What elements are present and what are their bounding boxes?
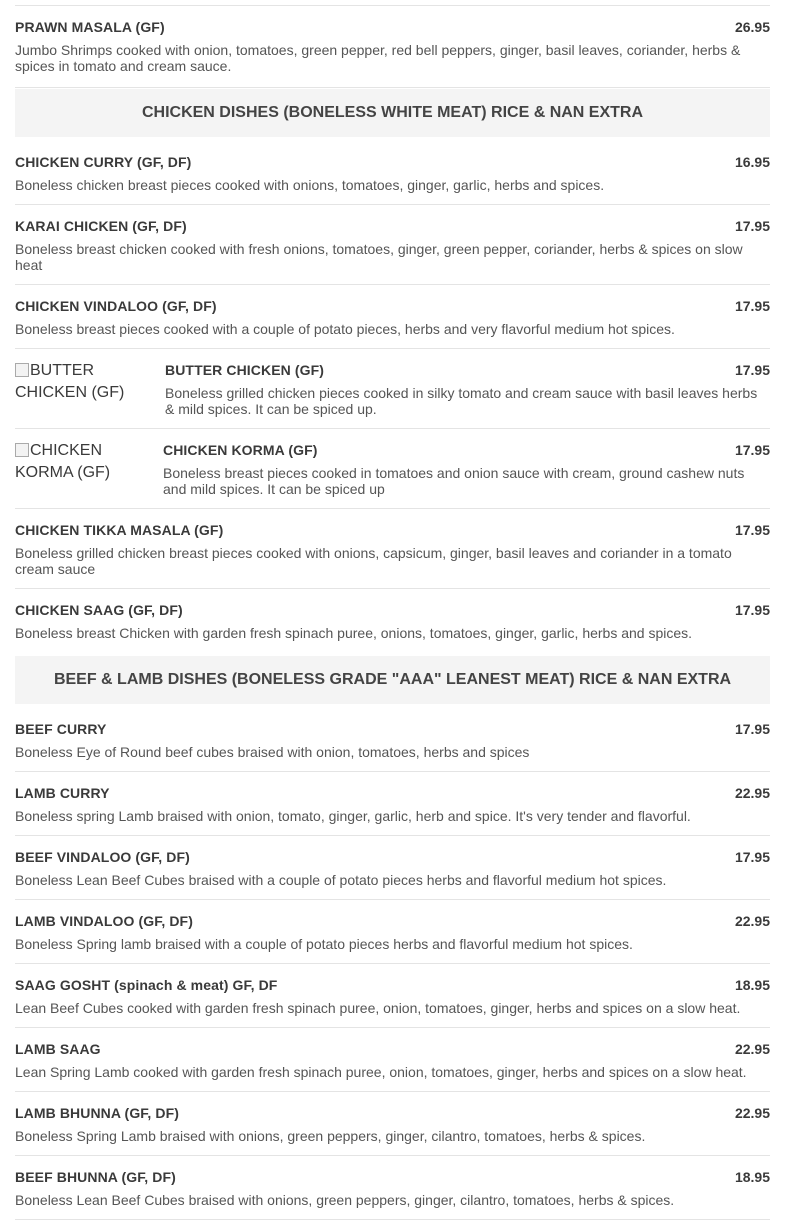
menu-item-name: CHICKEN CURRY (GF, DF) xyxy=(15,154,192,170)
menu-item-description: Boneless chicken breast pieces cooked with onions, tomatoes, ginger, garlic, herbs and spices. xyxy=(15,177,605,193)
menu-item-price: 17.95 xyxy=(734,298,770,314)
menu-item[interactable] xyxy=(15,772,770,836)
menu-item-price: 22.95 xyxy=(734,785,770,801)
menu-item-description: Boneless grilled chicken breast pieces cooked with onions, capsicum, ginger, basil leaves and coriander in a tomato cream sauce xyxy=(15,545,732,577)
menu-item[interactable] xyxy=(15,1156,770,1220)
menu-item[interactable] xyxy=(15,509,770,589)
menu-item-description: Boneless breast Chicken with garden fresh spinach puree, onions, tomatoes, ginger, garlic, herbs and spices. xyxy=(15,625,693,641)
menu-item-description: Boneless spring Lamb braised with onion, tomato, ginger, garlic, herb and spice. It's very tender and flavorful. xyxy=(15,808,691,824)
menu-item[interactable] xyxy=(15,349,770,429)
menu-item-name: BEEF BHUNNA (GF, DF) xyxy=(15,1169,176,1185)
menu-item-description: Lean Beef Cubes cooked with garden fresh spinach puree, onion, tomatoes, ginger, herbs and spices on a slow heat. xyxy=(15,1000,741,1016)
broken-image-icon xyxy=(15,443,29,457)
menu-item-price: 17.95 xyxy=(734,721,770,737)
menu-item[interactable] xyxy=(15,589,770,652)
menu-item[interactable] xyxy=(15,6,770,88)
menu-item[interactable] xyxy=(15,964,770,1028)
broken-image-icon xyxy=(15,363,29,377)
menu-item-description: Boneless breast chicken cooked with fresh onions, tomatoes, ginger, green pepper, coriander, herbs & spices on slow heat xyxy=(15,241,743,273)
menu-item-description: Boneless Eye of Round beef cubes braised with onion, tomatoes, herbs and spices xyxy=(15,744,530,760)
menu-item-name: CHICKEN SAAG (GF, DF) xyxy=(15,602,183,618)
section-header-beef-lamb: BEEF & LAMB DISHES (BONELESS GRADE "AAA" LEANEST MEAT) RICE & NAN EXTRA xyxy=(15,656,770,704)
menu-item-description: Boneless Lean Beef Cubes braised with onions, green peppers, ginger, cilantro, tomatoes, herbs & spices. xyxy=(15,1192,675,1208)
menu-item-name: CHICKEN VINDALOO (GF, DF) xyxy=(15,298,217,314)
dish-image-alt: BUTTER CHICKEN (GF) xyxy=(15,362,125,401)
menu-item-name: PRAWN MASALA (GF) xyxy=(15,19,165,35)
menu-item[interactable] xyxy=(15,1028,770,1092)
menu-item[interactable] xyxy=(15,137,770,205)
menu-item-name: LAMB BHUNNA (GF, DF) xyxy=(15,1105,180,1121)
menu-item-name: LAMB SAAG xyxy=(15,1041,101,1057)
section-header-chicken: CHICKEN DISHES (BONELESS WHITE MEAT) RICE & NAN EXTRA xyxy=(15,89,770,137)
menu-item-price: 26.95 xyxy=(734,19,770,35)
menu-item[interactable] xyxy=(15,205,770,285)
menu-item-name: SAAG GOSHT (spinach & meat) GF, DF xyxy=(15,977,278,993)
menu-item-price: 22.95 xyxy=(734,1105,770,1121)
menu-item[interactable] xyxy=(15,704,770,772)
menu-item-name: KARAI CHICKEN (GF, DF) xyxy=(15,218,187,234)
menu-item-name: BEEF CURRY xyxy=(15,721,107,737)
menu-item[interactable] xyxy=(15,285,770,349)
menu-item[interactable] xyxy=(15,836,770,900)
menu-item-description: Boneless grilled chicken pieces cooked in silky tomato and cream sauce with basil leaves herbs & mild spices. It can be spiced up. xyxy=(165,385,758,417)
menu-item-description: Boneless Lean Beef Cubes braised with a couple of potato pieces herbs and flavorful medium hot spices. xyxy=(15,872,667,888)
menu-item[interactable] xyxy=(15,900,770,964)
menu-item-price: 17.95 xyxy=(734,522,770,538)
menu-item-price: 17.95 xyxy=(734,602,770,618)
menu-item-description: Boneless breast pieces cooked with a couple of potato pieces, herbs and very flavorful medium hot spices. xyxy=(15,321,675,337)
menu-item-price: 17.95 xyxy=(734,849,770,865)
menu-item-price: 17.95 xyxy=(734,442,770,458)
menu-item-price: 18.95 xyxy=(734,977,770,993)
menu-item-description: Boneless breast pieces cooked in tomatoes and onion sauce with cream, ground cashew nuts and mild spices. It can be spiced up xyxy=(163,465,745,497)
menu-item-description: Boneless Spring Lamb braised with onions, green peppers, ginger, cilantro, tomatoes, herbs & spices. xyxy=(15,1128,646,1144)
menu-item-price: 17.95 xyxy=(734,218,770,234)
menu-item-description: Boneless Spring lamb braised with a couple of potato pieces herbs and flavorful medium hot spices. xyxy=(15,936,633,952)
menu-item-price: 22.95 xyxy=(734,913,770,929)
menu-item-price: 18.95 xyxy=(734,1169,770,1185)
dish-image[interactable] xyxy=(15,360,165,428)
menu-item-description: Jumbo Shrimps cooked with onion, tomatoes, green pepper, red bell peppers, ginger, basil leaves, coriander, herbs & spices in tomato and cream sauce. xyxy=(15,42,741,74)
menu-item-name: CHICKEN KORMA (GF) xyxy=(163,442,318,458)
dish-image-alt: CHICKEN KORMA (GF) xyxy=(15,442,111,481)
menu-item-price: 22.95 xyxy=(734,1041,770,1057)
menu-item-price: 17.95 xyxy=(734,362,770,378)
menu-item-name: BUTTER CHICKEN (GF) xyxy=(165,362,324,378)
menu-item-description: Lean Spring Lamb cooked with garden fresh spinach puree, onion, tomatoes, ginger, herbs and spices on a slow heat. xyxy=(15,1064,747,1080)
menu-item-name: CHICKEN TIKKA MASALA (GF) xyxy=(15,522,224,538)
menu-item-name: LAMB VINDALOO (GF, DF) xyxy=(15,913,193,929)
menu-item[interactable] xyxy=(15,1092,770,1156)
dish-image[interactable] xyxy=(15,440,163,508)
menu-item[interactable] xyxy=(15,429,770,509)
menu-item-price: 16.95 xyxy=(734,154,770,170)
menu-item-name: BEEF VINDALOO (GF, DF) xyxy=(15,849,190,865)
menu-item-name: LAMB CURRY xyxy=(15,785,110,801)
menu-list xyxy=(15,0,770,1220)
